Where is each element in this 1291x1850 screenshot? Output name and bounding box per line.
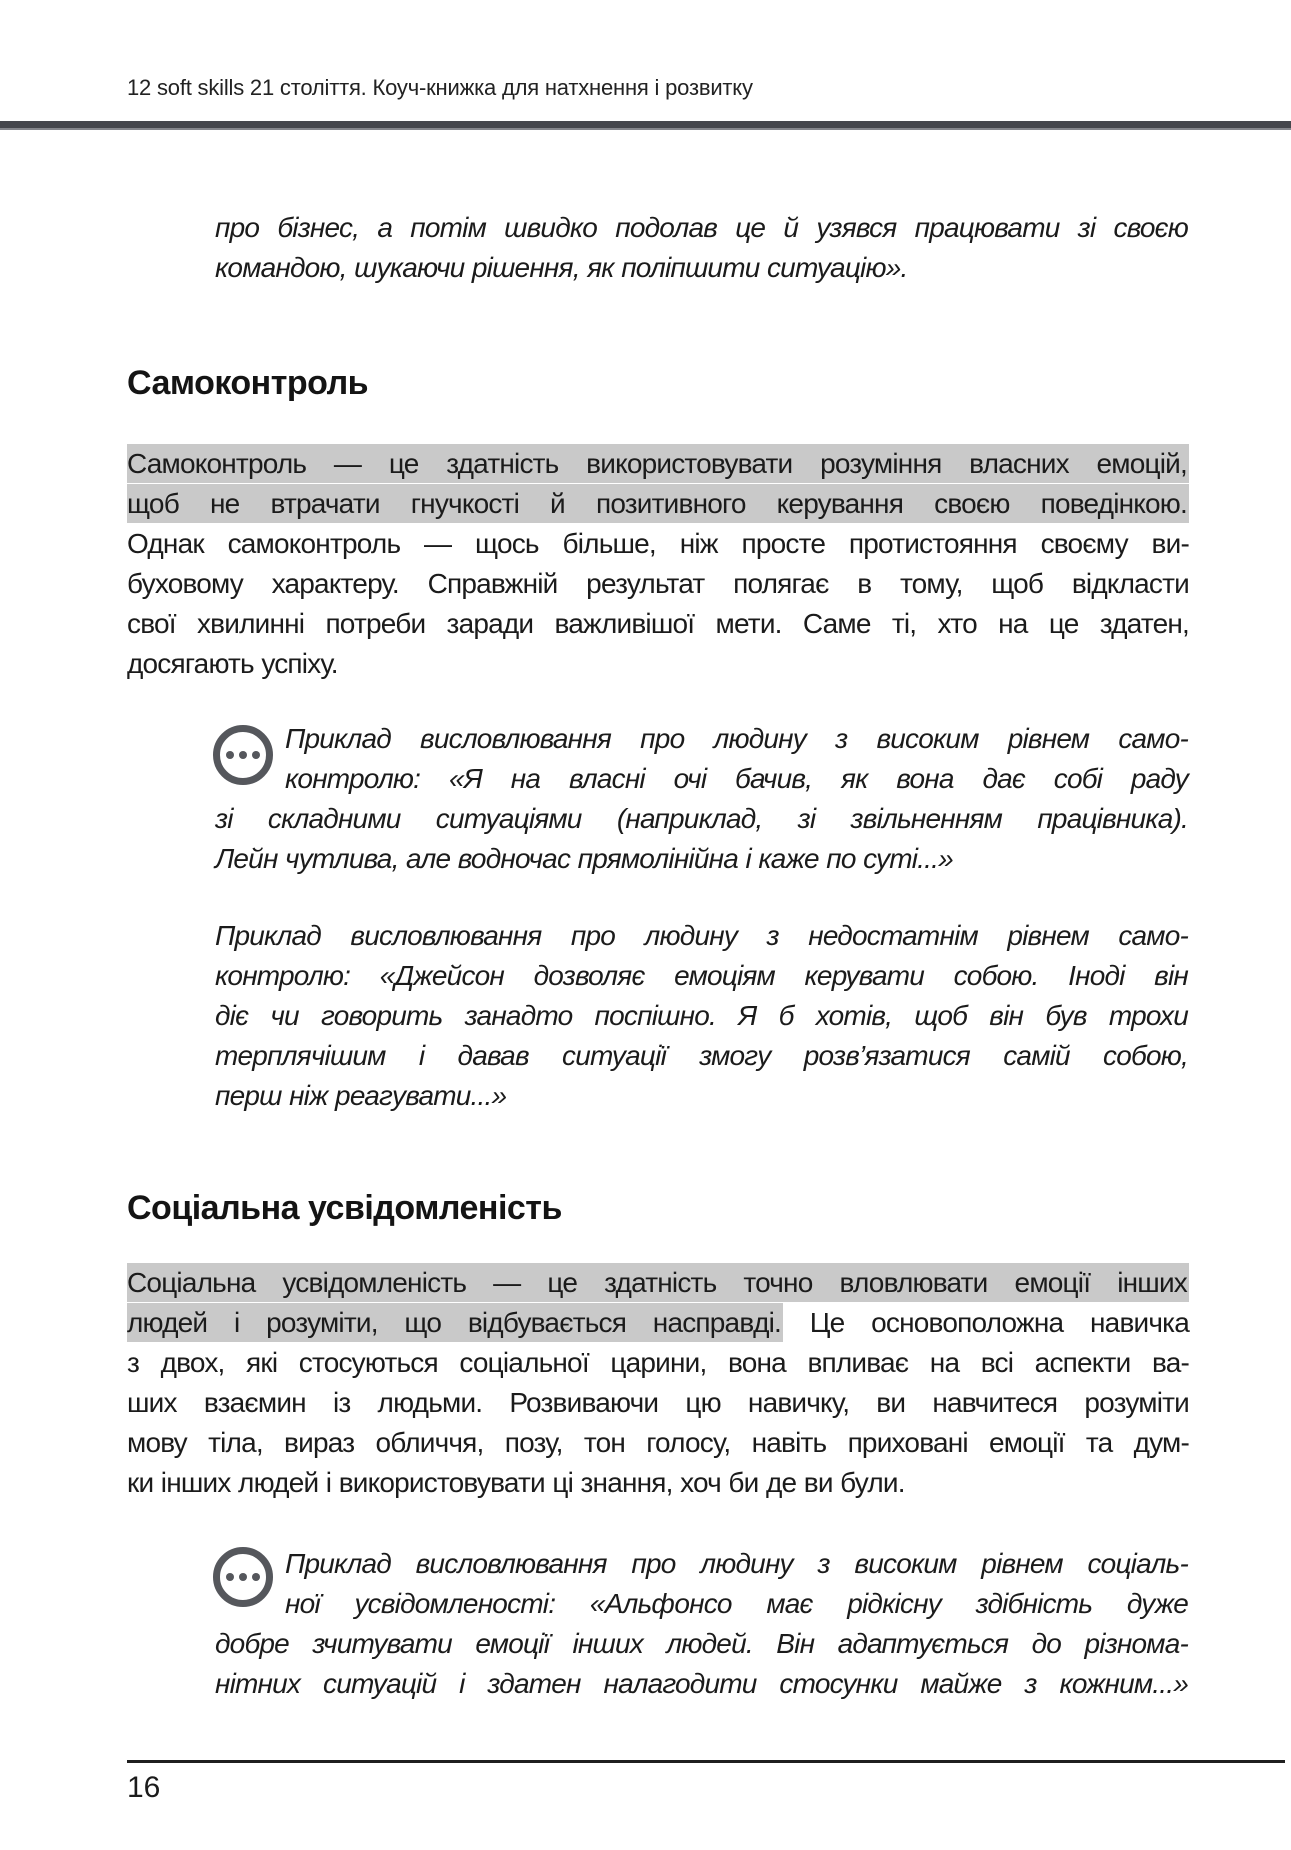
text-line: Приклад висловлювання про людину з недостатнім рівнем само- — [215, 920, 1188, 951]
text-line: мову тіла, вираз обличчя, позу, тон голосу, навіть приховані емоції та дум- — [127, 1427, 1189, 1458]
text-line: ної усвідомленості: «Альфонсо має рідкісну здібність дуже — [285, 1588, 1188, 1619]
section-heading-self-control: Самоконтроль — [127, 364, 369, 402]
text-line: людей і розуміти, що відбувається насправді. Це основоположна навичка — [127, 1303, 1189, 1343]
text-line: Приклад висловлювання про людину з високим рівнем само- — [285, 723, 1188, 754]
quote-high-social-awareness — [215, 1544, 1188, 1704]
quote-low-self-control — [215, 916, 1188, 1116]
text-line: добре зчитувати емоції інших людей. Він адаптується до різнома- — [215, 1628, 1188, 1659]
text-line: нітних ситуацій і здатен налагодити стосунки майже з кожним...» — [215, 1668, 1188, 1699]
paragraph-social-awareness — [127, 1263, 1189, 1503]
header-rule — [0, 121, 1291, 130]
ellipsis-circle-icon — [213, 1547, 273, 1607]
text-line: перш ніж реагувати...» — [215, 1080, 507, 1111]
text-line: з двох, які стосуються соціальної царини, вона впливає на всі аспекти ва- — [127, 1347, 1189, 1378]
ellipsis-circle-icon — [213, 725, 273, 785]
ellipsis-dot — [239, 1573, 247, 1581]
text-line: командою, шукаючи рішення, як поліпшити ситуацію». — [215, 252, 908, 283]
text-line: про бізнес, а потім швидко подолав це й узявся працювати зі своєю — [215, 212, 1188, 243]
ellipsis-dot — [226, 1573, 234, 1581]
ellipsis-dot — [252, 1573, 260, 1581]
text-line: терплячішим і давав ситуації змогу розв’язатися самій собою, — [215, 1040, 1188, 1071]
text-line: Лейн чутлива, але водночас прямолінійна і каже по суті...» — [215, 843, 953, 874]
footer-rule — [127, 1760, 1285, 1763]
text-line: зі складними ситуаціями (наприклад, зі звільненням працівника). — [215, 803, 1188, 834]
text-line: Соціальна усвідомленість — це здатність точно вловлювати емоції інших — [127, 1263, 1189, 1303]
text-line: Самоконтроль — це здатність використовувати розуміння власних емоцій, — [127, 444, 1189, 484]
text-line: Приклад висловлювання про людину з високим рівнем соціаль- — [285, 1548, 1188, 1579]
text-line: свої хвилинні потреби заради важливішої мети. Саме ті, хто на це здатен, — [127, 608, 1189, 639]
text-line: ших взаємин із людьми. Розвиваючи цю навичку, ви навчитеся розуміти — [127, 1387, 1189, 1418]
paragraph-self-control — [127, 444, 1189, 684]
text-line: контролю: «Джейсон дозволяє емоціям керувати собою. Іноді він — [215, 960, 1188, 991]
text-line: діє чи говорить занадто поспішно. Я б хотів, щоб він був трохи — [215, 1000, 1188, 1031]
quote-high-self-control — [215, 719, 1188, 879]
text-line: ки інших людей і використовувати ці знання, хоч би де ви були. — [127, 1467, 905, 1498]
text-line: буховому характеру. Справжній результат полягає в тому, щоб відкласти — [127, 568, 1189, 599]
text-line: контролю: «Я на власні очі бачив, як вона дає собі раду — [285, 763, 1188, 794]
ellipsis-dot — [239, 751, 247, 759]
ellipsis-dot — [226, 751, 234, 759]
text-line: Однак самоконтроль — щось більше, ніж просте протистояння своєму ви- — [127, 528, 1189, 559]
page-number: 16 — [127, 1771, 161, 1804]
intro-quote-paragraph — [215, 208, 1188, 288]
text-line: досягають успіху. — [127, 648, 338, 679]
ellipsis-dot — [252, 751, 260, 759]
section-heading-social-awareness: Соціальна усвідомленість — [127, 1189, 562, 1227]
text-line: щоб не втрачати гнучкості й позитивного керування своєю поведінкою. — [127, 484, 1189, 524]
running-header: 12 soft skills 21 століття. Коуч-книжка для натхнення і розвитку — [127, 75, 753, 100]
